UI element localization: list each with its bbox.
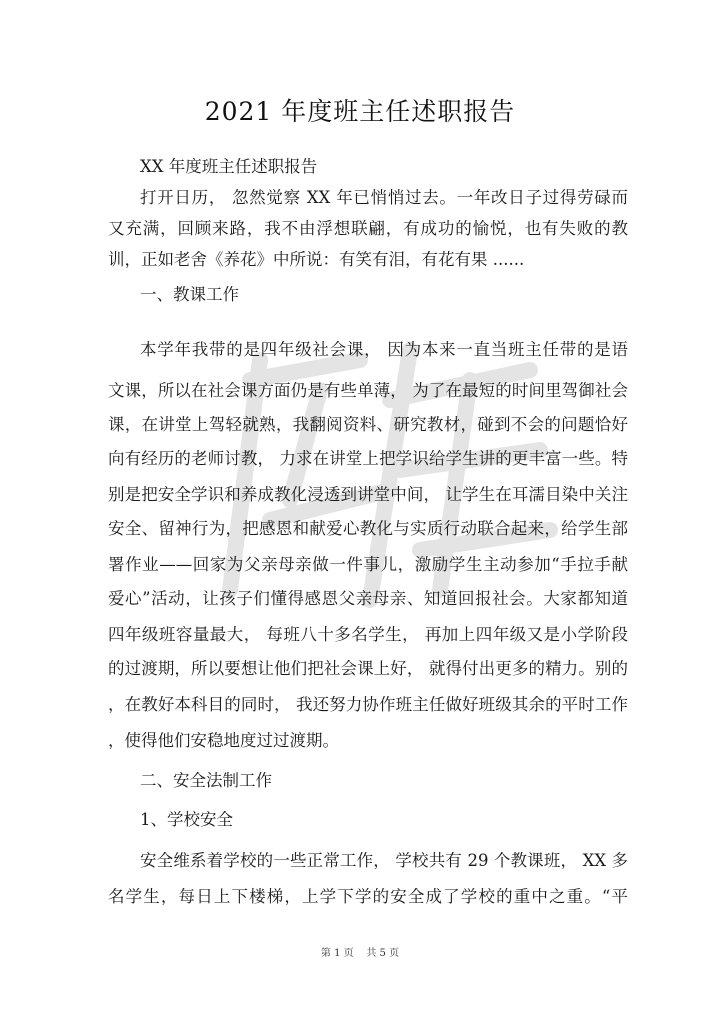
paragraph-line: 安全、留神行为，把感恩和献爱心教化与实质行动联合起来，给学生部: [108, 519, 628, 537]
paragraph-line: 打开日历， 忽然觉察 XX 年已悄悄过去。一年改日子过得劳碌而: [140, 188, 628, 206]
paragraph-line: 文课，所以在社会课方面仍是有些单薄， 为了在最短的时间里驾御社会: [108, 381, 628, 399]
paragraph-line: 本学年我带的是四年级社会课， 因为本来一直当班主任带的是语: [140, 340, 628, 358]
paragraph-line: ，在教好本科目的同时， 我还努力协作班主任做好班级其余的平时工作: [108, 695, 628, 713]
paragraph-line: 名学生，每日上下楼梯，上学下学的安全成了学校的重中之重。“平: [108, 887, 628, 905]
paragraph-line: 又充满，回顾来路，我不由浮想联翩，有成功的愉悦，也有失败的教: [108, 219, 628, 237]
paragraph-line: 四年级班容量最大， 每班八十多名学生， 再加上四年级又是小学阶段: [108, 625, 628, 643]
paragraph-line: 爱心”活动，让孩子们懂得感恩父亲母亲、知道回报社会。大家都知道: [108, 589, 628, 607]
page-footer: 第 1 页 共 5 页: [320, 948, 400, 959]
paragraph-line: 别是把安全学识和养成教化浸透到讲堂中间， 让学生在耳濡目染中关注: [108, 485, 628, 503]
paragraph-line: 课，在讲堂上驾轻就熟，我翻阅资料、研究教材，碰到不会的问题恰好: [108, 415, 628, 433]
stamp-seal-icon: [190, 320, 570, 620]
page-title: 2021 年度班主任述职报告: [204, 97, 516, 126]
paragraph-line: 1、学校安全: [140, 810, 233, 828]
paragraph-line: 二、安全法制工作: [140, 771, 272, 789]
subtitle: XX 年度班主任述职报告: [140, 157, 318, 176]
paragraph-line: 训，正如老舍《养花》中所说：有笑有泪，有花有果 ......: [108, 250, 525, 268]
paragraph-line: 的过渡期，所以要想让他们把社会课上好， 就得付出更多的精力。别的: [108, 659, 628, 677]
paragraph-line: 署作业——回家为父亲母亲做一件事儿，激励学生主动参加“手拉手献: [108, 555, 628, 573]
paragraph-line: 一、教课工作: [140, 285, 239, 303]
paragraph-line: 向有经历的老师讨教， 力求在讲堂上把学识给学生讲的更丰富一些。特: [108, 449, 628, 467]
paragraph-line: 安全维系着学校的一些正常工作， 学校共有 29 个教课班， XX 多: [140, 851, 628, 869]
paragraph-line: ，使得他们安稳地度过过渡期。: [108, 731, 339, 749]
